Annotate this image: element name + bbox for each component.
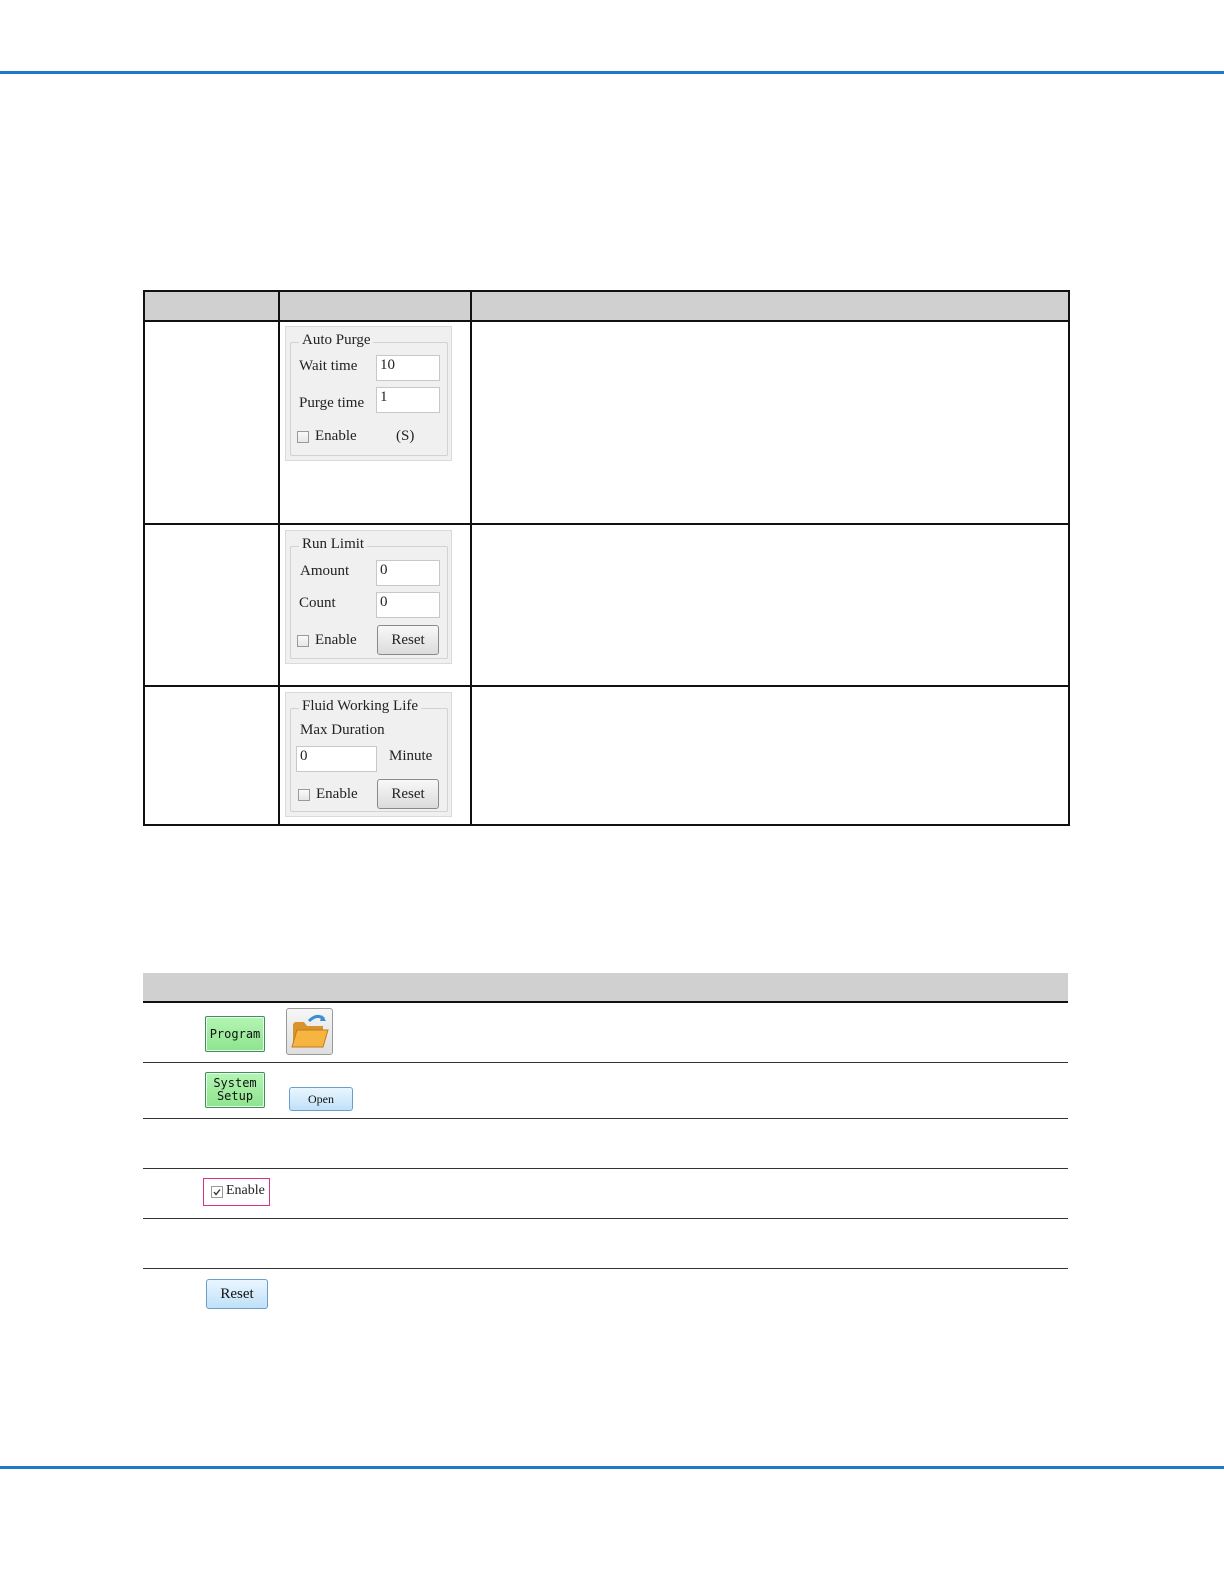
auto-purge-title: Auto Purge (299, 332, 373, 349)
legend-table-header (143, 973, 1068, 1003)
auto-purge-unit: (S) (396, 428, 415, 444)
fluid-life-panel (285, 692, 452, 817)
auto-purge-panel (285, 326, 452, 461)
program-button[interactable]: Program (205, 1016, 265, 1052)
count-input[interactable]: 0 (376, 592, 440, 618)
purge-time-input[interactable]: 1 (376, 387, 440, 413)
amount-input[interactable]: 0 (376, 560, 440, 586)
auto-purge-enable-checkbox[interactable] (297, 431, 309, 443)
run-limit-reset-button[interactable]: Reset (377, 625, 439, 655)
auto-purge-enable-label: Enable (315, 428, 357, 444)
run-limit-panel (285, 530, 452, 664)
system-setup-button[interactable]: System Setup (205, 1072, 265, 1108)
open-button[interactable]: Open (289, 1087, 353, 1111)
count-label: Count (299, 595, 336, 611)
open-folder-button[interactable] (286, 1008, 333, 1055)
enable-checkbox-example[interactable] (203, 1178, 270, 1206)
fluid-life-title: Fluid Working Life (299, 698, 421, 715)
enable-checkbox-checked[interactable] (211, 1186, 223, 1198)
settings-table (143, 290, 1070, 826)
top-rule (0, 71, 1224, 74)
open-folder-icon (287, 1009, 332, 1054)
run-limit-enable-label: Enable (315, 632, 357, 648)
checkmark-icon (212, 1187, 222, 1197)
fluid-life-enable-label: Enable (316, 786, 358, 802)
max-duration-input[interactable]: 0 (296, 746, 377, 772)
wait-time-input[interactable]: 10 (376, 355, 440, 381)
amount-label: Amount (300, 563, 350, 579)
fluid-life-reset-button[interactable]: Reset (377, 779, 439, 809)
wait-time-label: Wait time (299, 358, 358, 374)
run-limit-title: Run Limit (299, 536, 367, 553)
enable-example-label: Enable (226, 1183, 265, 1198)
max-duration-label: Max Duration (300, 722, 385, 738)
settings-table-header (145, 292, 1068, 322)
run-limit-enable-checkbox[interactable] (297, 635, 309, 647)
bottom-rule (0, 1466, 1224, 1469)
minute-unit: Minute (389, 748, 433, 764)
fluid-life-enable-checkbox[interactable] (298, 789, 310, 801)
reset-button-example[interactable]: Reset (206, 1279, 268, 1309)
purge-time-label: Purge time (299, 395, 365, 411)
